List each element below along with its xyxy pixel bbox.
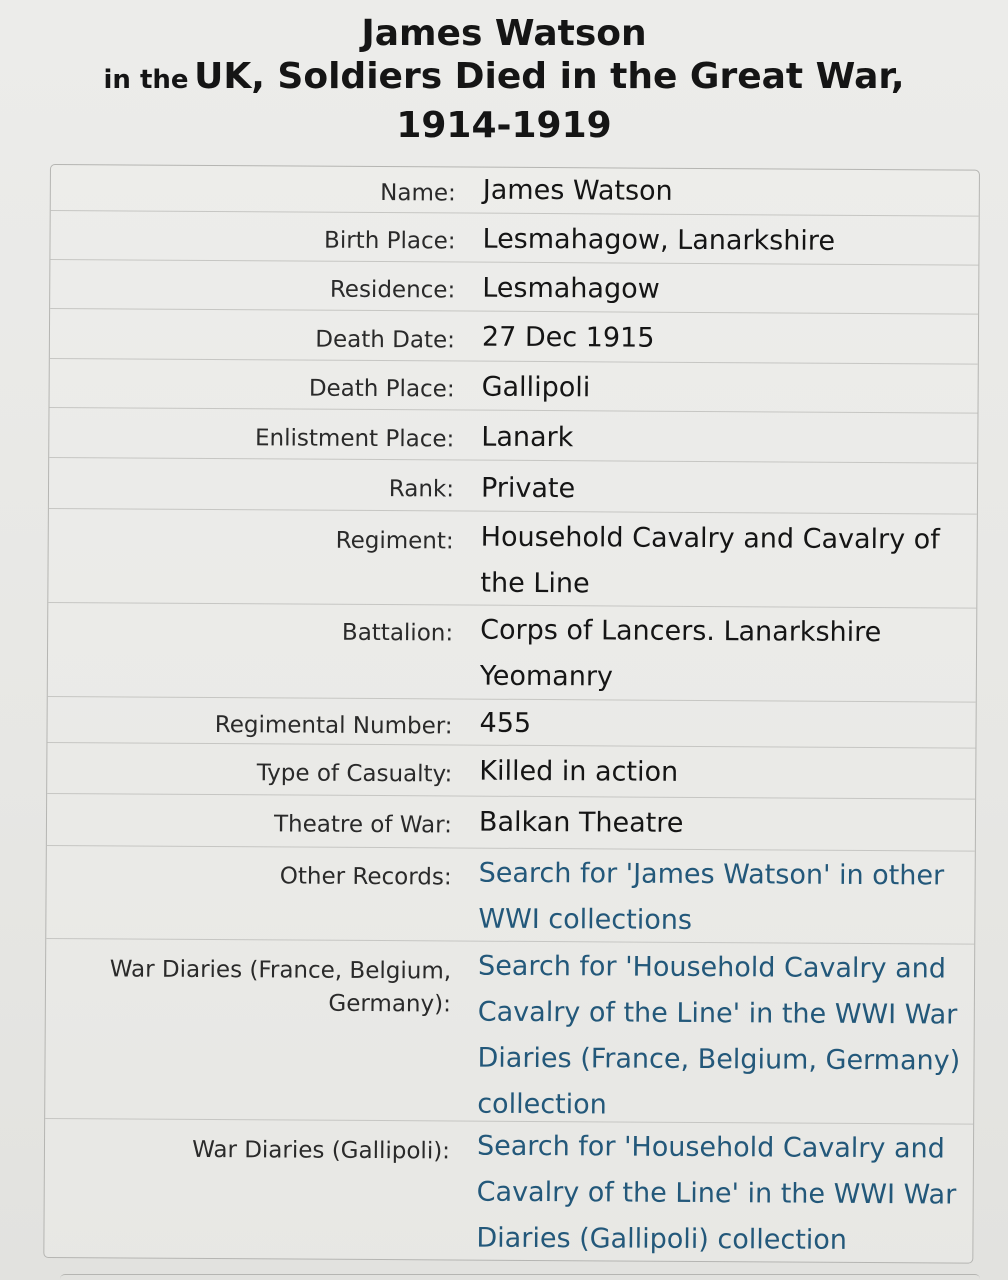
collection-years: 1914-1919 (396, 105, 612, 146)
label-birth-place: Birth Place: (324, 227, 456, 255)
value-death-place: Gallipoli (481, 371, 591, 404)
label-residence: Residence: (329, 276, 456, 304)
value-name: James Watson (482, 174, 673, 207)
next-panel-edge (60, 1274, 980, 1280)
war-diaries-gallipoli-search-link[interactable]: Search for 'Household Cavalry and Cavalry of the Line' in the WWI War Diaries (Gallipoli) collection (476, 1130, 957, 1256)
record-title (0, 12, 1008, 147)
label-war-diaries-gallipoli: War Diaries (Gallipoli): (192, 1136, 451, 1165)
person-name-heading: James Watson (361, 13, 647, 54)
row-regiment (48, 509, 977, 609)
label-death-date: Death Date: (315, 326, 456, 354)
value-residence: Lesmahagow (482, 272, 660, 305)
row-rank (49, 458, 977, 515)
row-death-date (50, 309, 978, 365)
value-regimental-number: 455 (479, 707, 532, 739)
row-battalion (48, 603, 977, 703)
row-birth-place (50, 211, 978, 266)
value-regiment: Household Cavalry and Cavalry of the Line (480, 521, 940, 600)
label-war-diaries-france: War Diaries (France, Belgium, Germany): (109, 956, 452, 1018)
war-diaries-france-search-link[interactable]: Search for 'Household Cavalry and Cavalry of the Line' in the WWI War Diaries (France, Belgium, Germany) collection (477, 950, 961, 1121)
row-theatre-of-war (47, 794, 975, 852)
row-other-records (46, 846, 975, 945)
label-theatre-of-war: Theatre of War: (273, 811, 453, 839)
collection-prefix: in the (103, 65, 189, 95)
value-enlistment-place: Lanark (481, 421, 574, 454)
value-theatre-of-war: Balkan Theatre (478, 806, 684, 839)
row-residence (50, 260, 978, 315)
label-name: Name: (380, 180, 456, 207)
label-other-records: Other Records: (279, 863, 452, 891)
row-regimental-number (47, 697, 975, 749)
label-type-of-casualty: Type of Casualty: (256, 760, 453, 788)
collection-heading (0, 55, 1008, 104)
collection-name: UK, Soldiers Died in the Great War, (194, 56, 905, 97)
label-death-place: Death Place: (308, 375, 455, 403)
value-birth-place: Lesmahagow, Lanarkshire (482, 223, 836, 257)
row-war-diaries-gallipoli (44, 1119, 973, 1263)
row-type-of-casualty (47, 743, 975, 800)
value-battalion: Corps of Lancers. Lanarkshire Yeomanry (479, 614, 882, 693)
label-regimental-number: Regimental Number: (214, 712, 453, 740)
other-records-search-link[interactable]: Search for 'James Watson' in other WWI collections (478, 857, 945, 936)
value-type-of-casualty: Killed in action (479, 755, 679, 788)
record-details-table (43, 164, 980, 1264)
value-death-date: 27 Dec 1915 (481, 321, 655, 354)
label-battalion: Battalion: (341, 619, 454, 647)
row-name (51, 165, 979, 217)
label-rank: Rank: (388, 476, 455, 503)
row-death-place (50, 359, 978, 414)
value-rank: Private (480, 472, 576, 505)
label-enlistment-place: Enlistment Place: (254, 425, 455, 453)
label-regiment: Regiment: (335, 527, 454, 555)
row-war-diaries-france (45, 939, 974, 1125)
row-enlistment-place (49, 408, 977, 464)
